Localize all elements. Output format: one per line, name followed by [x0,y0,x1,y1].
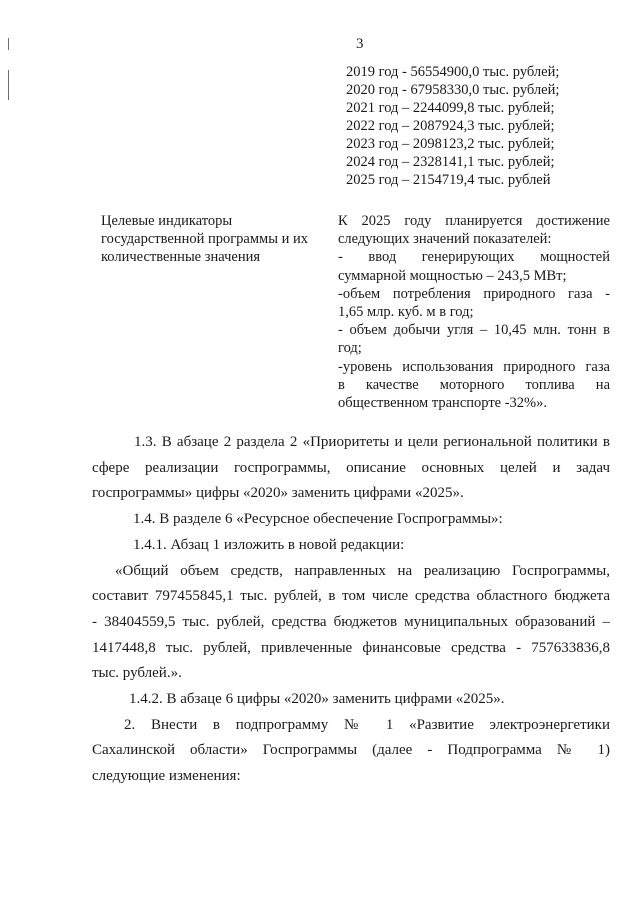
paragraph-1-3-line: госпрограммы» цифры «2020» заменить цифрами «2025». [92,485,464,502]
paragraph-1-3-line: сфере реализации госпрограммы, описание основных целей и задач [92,459,610,476]
funding-year-2021: 2021 год – 2244099,8 тыс. рублей; [346,100,555,116]
quote-line: 1417448,8 тыс. рублей, привлеченные финансовые средства - 757633836,8 [92,639,610,656]
indicators-line: К 2025 году планируется достижение [338,213,610,229]
page-number: 3 [356,36,364,52]
paragraph-2-line: 2. Внести в подпрограмму № 1 «Развитие электроэнергетики [124,716,610,733]
funding-year-2022: 2022 год – 2087924,3 тыс. рублей; [346,118,555,134]
funding-year-2024: 2024 год – 2328141,1 тыс. рублей; [346,154,555,170]
scan-edge-mark-top [8,38,9,50]
indicators-line: - ввод генерирующих мощностей [338,249,610,266]
indicators-label-line: количественные значения [101,249,261,265]
funding-year-2025: 2025 год – 2154719,4 тыс. рублей [346,172,551,188]
paragraph-2-line: следующие изменения: [92,768,241,785]
indicators-values [338,212,610,412]
indicators-line: в качестве моторного топлива на [338,376,610,393]
scan-edge-mark-middle [8,70,9,100]
paragraph-1-4-2: 1.4.2. В абзаце 6 цифры «2020» заменить цифрами «2025». [129,691,505,708]
quote-line: составит 797455845,1 тыс. рублей, в том числе средства областного бюджета [92,588,610,605]
paragraph-2-line: Сахалинской области» Госпрограммы (далее - Подпрограмма № 1) [92,742,610,759]
paragraph-1-4: 1.4. В разделе 6 «Ресурсное обеспечение Госпрограммы»: [133,511,503,528]
indicators-line: общественном транспорте -32%». [338,395,547,412]
paragraph-1-4-1: 1.4.1. Абзац 1 изложить в новой редакции: [133,536,405,553]
indicators-label-line: Целевые индикаторы [101,213,233,229]
indicators-line: год; [338,340,362,357]
indicators-label-line: государственной программы и их [101,231,308,247]
funding-year-2020: 2020 год - 67958330,0 тыс. рублей; [346,82,560,98]
indicators-line: -уровень использования природного газа [338,358,610,375]
funding-year-2023: 2023 год – 2098123,2 тыс. рублей; [346,136,555,152]
indicators-line: - объем добычи угля – 10,45 млн. тонн в [338,322,610,339]
funding-by-year-list [346,63,559,189]
indicators-line: -объем потребления природного газа - [338,285,610,302]
paragraph-1-3-line: 1.3. В абзаце 2 раздела 2 «Приоритеты и цели региональной политики в [134,434,610,450]
indicators-line: следующих значений показателей: [338,231,552,248]
quote-line: «Общий объем средств, направленных на реализацию Госпрограммы, [115,562,610,579]
funding-year-2019: 2019 год - 56554900,0 тыс. рублей; [346,64,560,80]
indicators-label [101,212,326,266]
indicators-line: суммарной мощностью – 243,5 МВт; [338,267,567,284]
quote-line: тыс. рублей.». [92,665,182,682]
indicators-line: 1,65 млр. куб. м в год; [338,304,474,321]
document-body [92,430,610,790]
quote-line: - 38404559,5 тыс. рублей, средства бюджетов муниципальных образований – [92,613,610,630]
